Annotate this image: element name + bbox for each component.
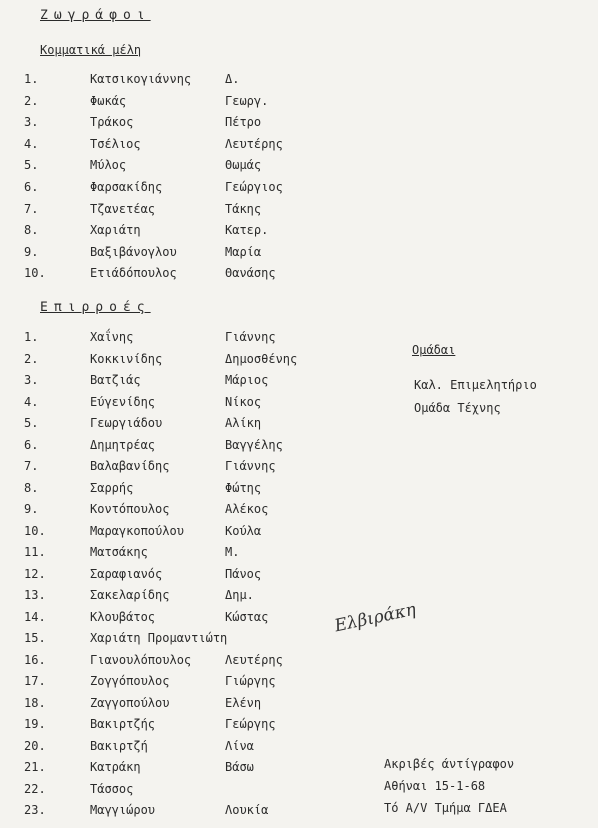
row-firstname: Γεώργιος <box>225 180 283 194</box>
row-surname: Τράκος <box>90 115 134 130</box>
row-number: 1. <box>24 330 39 344</box>
row-number: 8. <box>24 480 39 495</box>
row-surname: Βαξιβάνογλου <box>90 244 177 259</box>
row-firstname: Δημ. <box>225 588 254 602</box>
row-number: 4. <box>24 136 39 151</box>
row-surname: Τσέλιος <box>90 136 141 151</box>
row-surname: Ζαγγοπούλου <box>90 695 170 710</box>
footer-department: Τό Α/V Τμήμα ΓΔΕΑ <box>384 801 507 815</box>
row-surname: Κατσικογιάννης <box>90 72 192 86</box>
row-firstname: Γιάννης <box>225 330 276 344</box>
row-surname: Βατζιάς <box>90 373 141 387</box>
row-number: 13. <box>24 588 46 602</box>
row-surname: Ματσάκης <box>90 545 148 559</box>
row-firstname: Δ. <box>225 72 240 86</box>
members-heading: Κομματικά μέλη <box>40 43 142 57</box>
row-number: 17. <box>24 674 46 688</box>
row-number: 14. <box>24 609 46 624</box>
row-number: 7. <box>24 459 39 473</box>
row-firstname: Αλίκη <box>225 416 262 430</box>
row-number: 2. <box>24 93 39 108</box>
row-number: 21. <box>24 760 46 774</box>
row-firstname: Κούλα <box>225 523 262 538</box>
row-surname: Βακιρτζή <box>90 738 148 753</box>
row-firstname: Αλέκος <box>225 502 269 516</box>
row-surname: Σαραφιανός <box>90 566 163 581</box>
influences-heading: Επιρροές <box>40 300 151 315</box>
row-number: 1. <box>24 72 39 86</box>
row-number: 6. <box>24 437 39 452</box>
row-firstname: Γεώργης <box>225 717 276 731</box>
row-number: 18. <box>24 695 46 710</box>
handwritten-annotation: Ελβιράκη <box>332 599 418 637</box>
row-surname: Εύγενίδης <box>90 394 156 409</box>
row-surname: Γιανουλόπουλος <box>90 652 192 667</box>
row-firstname: Γιάννης <box>225 459 276 473</box>
row-firstname: Θανάσης <box>225 266 276 281</box>
row-surname: Φαρσακίδης <box>90 180 163 194</box>
row-number: 19. <box>24 717 46 731</box>
row-surname: Βαλαβανίδης <box>90 459 170 473</box>
row-number: 9. <box>24 502 39 516</box>
footer-date: Αθήναι 15-1-68 <box>384 779 486 793</box>
row-firstname: Λουκία <box>225 803 269 817</box>
row-number: 2. <box>24 351 39 366</box>
groups-line-2: Ομάδα Τέχνης <box>414 401 501 415</box>
row-number: 15. <box>24 631 46 645</box>
row-firstname: Κώστας <box>225 609 269 624</box>
row-surname: Κλουβάτος <box>90 609 156 624</box>
row-firstname: Βάσω <box>225 760 254 774</box>
row-number: 5. <box>24 416 39 430</box>
row-number: 22. <box>24 781 46 796</box>
document-title: Ζωγράφοι <box>40 8 151 23</box>
row-number: 11. <box>24 545 46 559</box>
row-surname: Κατράκη <box>90 760 141 774</box>
row-surname: Χαριάτη <box>90 223 141 238</box>
row-firstname: Νίκος <box>225 394 262 409</box>
row-surname: Χαΐνης <box>90 330 134 344</box>
row-surname: Ετιάδόπουλος <box>90 266 177 281</box>
row-firstname: Τάκης <box>225 201 262 216</box>
row-surname: Κοντόπουλος <box>90 502 170 516</box>
row-surname: Φωκάς <box>90 93 127 108</box>
row-firstname: Πέτρο <box>225 115 262 130</box>
row-number: 5. <box>24 158 39 173</box>
row-number: 9. <box>24 244 39 259</box>
row-firstname: Γιώργης <box>225 674 276 688</box>
row-surname: Τζανετέας <box>90 201 156 216</box>
row-surname: Μαγγιώρου <box>90 803 156 817</box>
row-firstname: Λευτέρης <box>225 136 283 151</box>
row-firstname: Πάνος <box>225 566 262 581</box>
row-surname: Ζογγόπουλος <box>90 674 170 688</box>
row-firstname: Βαγγέλης <box>225 437 283 452</box>
row-number: 4. <box>24 394 39 409</box>
row-number: 10. <box>24 523 46 538</box>
row-surname: Κοκκινίδης <box>90 351 163 366</box>
row-number: 16. <box>24 652 46 667</box>
row-firstname: Μάριος <box>225 373 269 387</box>
row-number: 12. <box>24 566 46 581</box>
row-number: 3. <box>24 115 39 130</box>
row-number: 3. <box>24 373 39 387</box>
row-firstname: Φώτης <box>225 480 262 495</box>
row-number: 23. <box>24 803 46 817</box>
row-firstname: Λευτέρης <box>225 652 283 667</box>
row-surname: Χαριάτη Προμαντιώτη <box>90 631 228 645</box>
row-number: 7. <box>24 201 39 216</box>
row-firstname: Μαρία <box>225 244 262 259</box>
row-surname: Γεωργιάδου <box>90 416 163 430</box>
row-surname: Βακιρτζής <box>90 717 156 731</box>
row-number: 10. <box>24 266 46 281</box>
row-number: 6. <box>24 180 39 194</box>
row-surname: Τάσσος <box>90 781 134 796</box>
row-firstname: Θωμάς <box>225 158 262 173</box>
row-firstname: Ελένη <box>225 695 262 710</box>
footer-certified-copy: Ακριβές άντίγραφον <box>384 757 515 771</box>
row-firstname: Λίνα <box>225 738 254 753</box>
row-number: 8. <box>24 223 39 238</box>
row-surname: Δημητρέας <box>90 437 156 452</box>
row-firstname: Μ. <box>225 545 240 559</box>
groups-heading: Ομάδαι <box>412 343 456 357</box>
groups-line-1: Καλ. Επιμελητήριο <box>414 378 537 392</box>
row-firstname: Γεωργ. <box>225 93 269 108</box>
row-firstname: Δημοσθένης <box>225 351 298 366</box>
row-firstname: Κατερ. <box>225 223 269 238</box>
row-surname: Σαρρής <box>90 480 134 495</box>
row-surname: Σακελαρίδης <box>90 588 170 602</box>
row-surname: Μύλος <box>90 158 127 173</box>
row-number: 20. <box>24 738 46 753</box>
row-surname: Μαραγκοπούλου <box>90 523 184 538</box>
